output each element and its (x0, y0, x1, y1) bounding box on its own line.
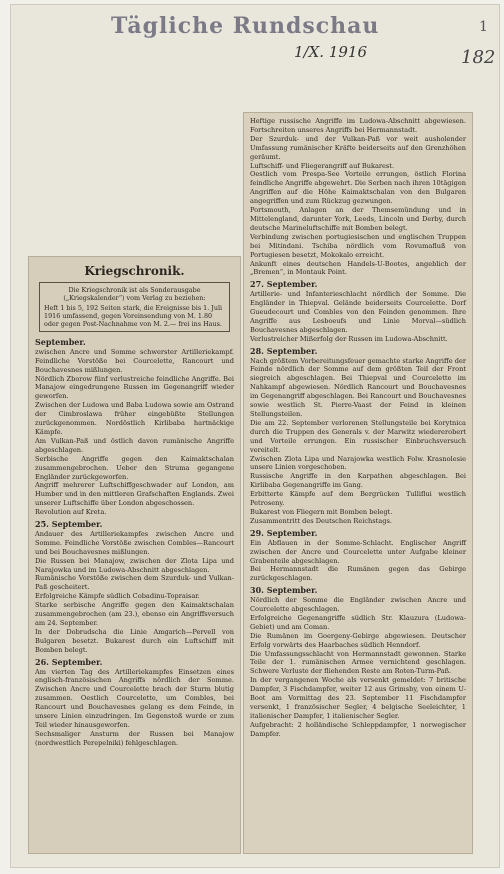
newspaper-masthead: Tägliche Rundschau (111, 13, 380, 39)
left-column (29, 257, 240, 752)
entry-paragraph: Angriff mehrerer Luftschiffgeschwader auf London, am Humber und in den mittleren Grafschaften Englands. Zwei unserer Luftschiffe über London abgeschossen. (35, 481, 234, 508)
chronicle-headline: Kriegschronik. (84, 264, 185, 278)
entry-block (250, 347, 466, 526)
entry-paragraph: Am Vulkan-Paß und östlich davon rumänische Angriffe abgeschlagen. (35, 436, 234, 454)
entry-paragraph: Nördlich der Somme die Engländer zwischen Ancre und Courcelette abgeschlagen. (250, 596, 466, 614)
left-clipping (28, 256, 241, 854)
handwritten-date: 1/X. 1916 (294, 43, 367, 61)
entry-paragraph: Portsmouth, Anlagen an der Themsemündung und in Mittelengland, darunter York, Leeds, Lincoln und Derby, durch deutsche Marineluftschiffe mit Bomben belegt. (250, 206, 466, 232)
right-column (244, 113, 472, 743)
entry-paragraph: zwischen Ancre und Somme schwerster Artilleriekampf. Feindliche Vorstöße bei Courcelette, Rancourt und Bouchavesnes mißlungen. (35, 347, 234, 374)
entry-date: 26. September. (35, 656, 103, 667)
right-clipping (243, 112, 473, 854)
entry-block (35, 520, 234, 655)
entry-paragraph: Verbindung zwischen portugiesischen und englischen Truppen bei Mitindani. Tschiba nördlich vom Rovumafluß von Portugiesen besetzt, Mokokalo erreicht. (250, 232, 466, 259)
entry-date: 30. September. (250, 585, 318, 596)
entry-paragraph: Andauer des Artilleriekampfes zwischen Ancre und Somme. Feindliche Vorstöße zwischen Combles—Rancourt und bei Bouchavesnes mißlungen. (35, 529, 234, 556)
entry-paragraph: Verlustreicher Mißerfolg der Russen im Ludowa-Abschnitt. (250, 334, 448, 343)
entry-paragraph: Serbische Angriffe gegen den Kaimaktschalan zusammengebrochen. Ueber den Struma gegangene Engländer zurückgeworfen. (35, 454, 234, 481)
entry-paragraph: In der Dobrudscha die Linie Amgarich—Pervell von Bulgaren besetzt. Bukarest durch ein Luftschiff mit Bomben belegt. (35, 627, 234, 654)
entry-paragraph: Rumänische Vorstöße zwischen dem Szurduk- und Vulkan-Paß gescheitert. (35, 574, 234, 592)
entry-paragraph: In der vergangenen Woche als versenkt gemeldet: 7 britische Dampfer, 3 Fischdampfer, weiter 12 aus Grimsby, von einem U-Boot am Vormittag des 23. September 11 Fischdampfer versenkt, 1 französischer Segler, 4 belgische Seeleichter, 1 italienischer Dampfer, 1 italienischer Segler. (250, 676, 466, 720)
entry-paragraph: Die am 22. September verlorenen Stellungsteile bei Korytnica durch die Truppen des Generals v. der Marwitz wiedererobert und Vorteile errungen. Ein russischer Einbruchsversuch vereitelt. (250, 418, 466, 454)
notice-head: Die Kriegschronik ist als Sonderausgabe („Kriegskalender“) vom Verlag zu beziehen: (63, 285, 206, 302)
entry-paragraph: Die Russen bei Manajow, zwischen der Zlota Lipa und Narajowka und im Ludowa-Abschnitt abgeschlagen. (35, 556, 234, 574)
notice-body: Heft 1 bis 5, 192 Seiten stark, die Ereignisse bis 1. Juli 1916 umfassend, gegen Voreinsendung von M. 1.80 oder gegen Post-Nachnahme von M. 2.— frei ins Haus. (44, 303, 223, 328)
entry-paragraph: Aufgebracht: 2 holländische Schleppdampfer, 1 norwegischer Dampfer. (250, 720, 466, 738)
entry-paragraph: Zwischen Zlota Lipa und Narajowka westlich Folw. Krasnolesie unsere Linien vorgeschoben. (250, 454, 466, 472)
entry-date: September. (35, 336, 86, 347)
entry-paragraph: Zusammentritt des Deutschen Reichstags. (250, 516, 392, 525)
entry-block (35, 338, 234, 517)
entry-paragraph: Erbitterte Kämpfe auf dem Bergrücken Tulliflui westlich Petroseny. (250, 490, 466, 508)
entry-paragraph: Nach größtem Vorbereitungsfeuer gemachte starke Angriffe der Feinde nördlich der Somme auf dem größten Teil der Front siegreich abgeschlagen. Bei Thiepval und Courcelette im Nahkampf abgewiesen. Nördlich Rancourt und Bouchavesnes im Gegenangriff abgeschlagen. Bei Rancourt und Bouchavesnes sowie westlich St. Pierre-Vaast der Feind in kleinen Stellungsteilen. (250, 356, 466, 418)
entry-paragraph: Der Szurduk- und der Vulkan-Paß vor weit ausholender Umfassung rumänischer Kräfte beiderseits auf den Grenzhöhen geräumt. (250, 134, 466, 161)
entry-date: 28. September. (250, 345, 318, 356)
entry-block (250, 529, 466, 583)
entry-paragraph: Russische Angriffe in den Karpathen abgeschlagen. Bei Kirlibaba Gegenangriffe im Gang. (250, 472, 466, 490)
entry-paragraph: Erfolgreiche Kämpfe südlich Cobadinu-Topraisar. (35, 592, 200, 601)
entry-paragraph: Ein Abflauen in der Somme-Schlacht. Englischer Angriff zwischen der Ancre und Courcelette unter Aufgabe kleiner Grabenteile abgeschlagen. (250, 538, 466, 565)
entry-paragraph: Zwischen der Ludowa und Baba Ludowa sowie am Ostrand der Cimbroslawa früher eingebüßte Stellungen zurückgenommen. Nordöstlich Kirlibaba hartnäckige Kämpfe. (35, 401, 234, 436)
corner-mark: 1 (479, 19, 488, 35)
entry-paragraph: Ankunft eines deutschen Handels-U-Bootes, angeblich der „Bremen“, in Montauk Point. (250, 259, 466, 277)
entry-paragraph: Oestlich vom Prespa-See Vorteile errungen, östlich Florina feindliche Angriffe abgewehrt. Die Serben nach ihren 10tägigen Angriffen auf die Höhe Kaimaktschalan von den Bulgaren angegriffen und zum Rückzug gezwungen. (250, 170, 466, 206)
entry-paragraph: Erfolgreiche Gegenangriffe südlich Str. Klauzura (Ludowa-Gebiet) und am Coman. (250, 613, 466, 631)
entry-paragraph: Artillerie- und Infanterieschlacht nördlich der Somme. Die Engländer in Thiepval. Gelände beiderseits Courcelette. Dorf Gueudecourt und Combles von den Feinden genommen. Ihre Angriffe aus Lesboeufs und Linie Morval—südlich Bouchavesnes abgeschlagen. (250, 290, 466, 334)
entry-paragraph: Bei Hermannstadt die Rumänen gegen das Gebirge zurückgeschlagen. (250, 565, 466, 583)
entry-paragraph: Bukarest von Fliegern mit Bomben belegt. (250, 507, 393, 516)
entry-date: 29. September. (250, 527, 318, 538)
entry-paragraph: Die Umfassungsschlacht von Hermannstadt gewonnen. Starke Teile der 1. rumänischen Armee vernichtend geschlagen. Schwere Verluste der fliehenden Reste am Roten-Turm-Paß. (250, 649, 466, 676)
entry-paragraph: Am vierten Tag des Artilleriekampfes Einsetzen eines englisch-französischen Angriffs nördlich der Somme. Zwischen Ancre und Courcelette brach der Sturm blutig zusammen. Oestlich Courcelette, um Combles, bei Rancourt und Bouchavesnes gelang es dem Feinde, in unsere Linien einzudringen. Im Gegenstoß wurde er zum Teil wieder hinausgeworfen. (35, 667, 234, 729)
entry-paragraph: Luftschiff- und Fliegerangriff auf Bukarest. (250, 161, 395, 170)
entry-block (250, 280, 466, 343)
entry-paragraph: Heftige russische Angriffe im Ludowa-Abschnitt abgewiesen. Fortschreiten unseres Angriffs bei Hermannstadt. (250, 117, 466, 134)
entry-block (250, 586, 466, 738)
entry-date: 25. September. (35, 519, 103, 530)
archive-number: 182 (461, 47, 496, 68)
subscription-notice (39, 282, 230, 332)
entry-paragraph: Die Rumänen im Goergeny-Gebirge abgewiesen. Deutscher Erfolg vorwärts des Haarbaches südlich Henndorf. (250, 631, 466, 649)
entry-paragraph: Starke serbische Angriffe gegen den Kaimaktschalan zusammengebrochen (am 23.), ebenso ein Angriffsversuch am 24. September. (35, 601, 234, 627)
entry-paragraph: Nördlich Zborow fünf verlustreiche feindliche Angriffe. Bei Manajow eingedrungene Russen im Gegenangriff wieder geworfen. (35, 374, 234, 401)
entry-paragraph: Sechsmaliger Ansturm der Russen bei Manajow (nordwestlich Perepelniki) fehlgeschlagen. (35, 729, 234, 747)
entry-paragraph: Revolution auf Kreta. (35, 508, 107, 517)
entry-date: 27. September. (250, 279, 318, 290)
entry-block (35, 658, 234, 748)
